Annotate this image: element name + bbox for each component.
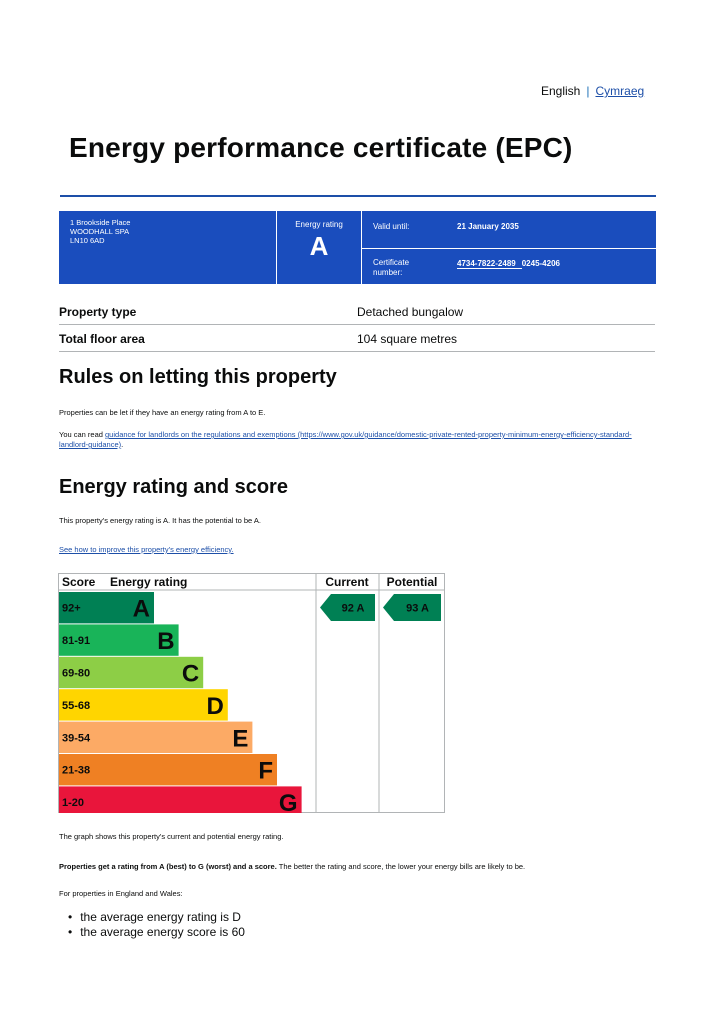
rating-summary-text: This property's energy rating is A. It has the potential to be A.: [59, 516, 261, 525]
valid-until-label: Valid until:: [373, 222, 410, 231]
certificate-number-label: Certificate number:: [373, 258, 410, 277]
page-title: Energy performance certificate (EPC): [69, 132, 573, 163]
list-item: • the average energy rating is D: [68, 910, 245, 925]
band-range-label: 1-20: [62, 797, 85, 810]
list-item: • the average energy score is 60: [68, 925, 245, 940]
valid-until-value: 21 January 2035: [457, 222, 519, 231]
property-address: [59, 211, 276, 284]
energy-rating-heading: Energy rating and score: [59, 476, 288, 498]
rating-explanation-rest: The better the rating and score, the lower your energy bills are likely to be.: [276, 862, 526, 871]
certificate-summary-box: [59, 211, 656, 284]
band-range-label: 21-38: [62, 764, 91, 777]
guidance-paragraph: [59, 430, 655, 450]
band-bar-f: [100, 754, 277, 785]
band-letter: E: [232, 725, 249, 753]
floor-area-label: Total floor area: [59, 332, 145, 346]
address-line: 1 Brookside Place: [70, 218, 131, 227]
england-wales-label: For properties in England and Wales:: [59, 889, 183, 898]
current-column-header: Current: [325, 575, 369, 589]
score-column-header: Score: [62, 575, 96, 589]
address-line: WOODHALL SPA: [70, 227, 130, 236]
rating-explanation-bold: Properties get a rating from A (best) to G (worst) and a score.: [59, 862, 277, 871]
band-range-label: 92+: [62, 602, 81, 615]
band-letter: G: [278, 790, 298, 813]
floor-area-value: 104 square metres: [357, 332, 458, 346]
band-letter: A: [132, 595, 150, 623]
rules-text: Properties can be let if they have an energy rating from A to E.: [59, 408, 266, 417]
band-letter: F: [258, 757, 273, 785]
rating-explanation: [59, 862, 655, 872]
current-rating-arrow-label: 92 A: [341, 602, 365, 615]
title-divider: [60, 195, 656, 197]
english-label: English: [541, 84, 581, 98]
band-bar-g: [100, 786, 302, 813]
improve-efficiency-link[interactable]: See how to improve this property's energy efficiency.: [59, 545, 234, 554]
band-range-label: 81-91: [62, 635, 91, 648]
landlord-guidance-link[interactable]: guidance for landlords on the regulations and exemptions (https://www.gov.uk/guidance/domestic-private-rented-property-minimum-energy-efficiency-standard-landlord-guidance): [59, 430, 632, 449]
band-letter: D: [206, 692, 224, 720]
band-range-label: 39-54: [62, 732, 91, 745]
rating-column-header: Energy rating: [110, 575, 188, 589]
band-letter: C: [181, 660, 200, 688]
divider: [362, 248, 656, 249]
floor-area-row: [59, 325, 655, 352]
potential-rating-arrow-label: 93 A: [406, 602, 429, 615]
guidance-suffix: .: [121, 440, 124, 449]
graph-note: The graph shows this property's current and potential energy rating.: [59, 832, 284, 841]
language-switcher: [541, 84, 644, 98]
energy-rating-cell: [277, 211, 361, 284]
property-type-label: Property type: [59, 305, 137, 319]
language-separator: |: [586, 84, 590, 98]
certificate-number-value: [457, 259, 560, 268]
potential-column-header: Potential: [386, 575, 438, 589]
certificate-number-part: 0245-4206: [521, 259, 560, 268]
property-type-value: Detached bungalow: [357, 305, 464, 319]
cymraeg-link[interactable]: Cymraeg: [595, 84, 645, 98]
property-type-row: [59, 298, 655, 325]
energy-rating-chart: [58, 573, 445, 813]
band-range-label: 55-68: [62, 699, 91, 712]
guidance-prefix: You can read: [59, 430, 106, 439]
address-line: LN10 6AD: [70, 236, 105, 245]
energy-rating-label: Energy rating: [295, 220, 343, 229]
average-list: [68, 910, 245, 940]
band-range-label: 69-80: [62, 667, 91, 680]
improve-link-paragraph: [59, 545, 655, 555]
rules-heading: Rules on letting this property: [59, 366, 337, 388]
band-letter: B: [157, 628, 175, 656]
energy-rating-value: A: [309, 231, 329, 261]
certificate-number-part: 4734-7822-2489: [457, 259, 522, 269]
band-bar-e: [100, 722, 252, 753]
